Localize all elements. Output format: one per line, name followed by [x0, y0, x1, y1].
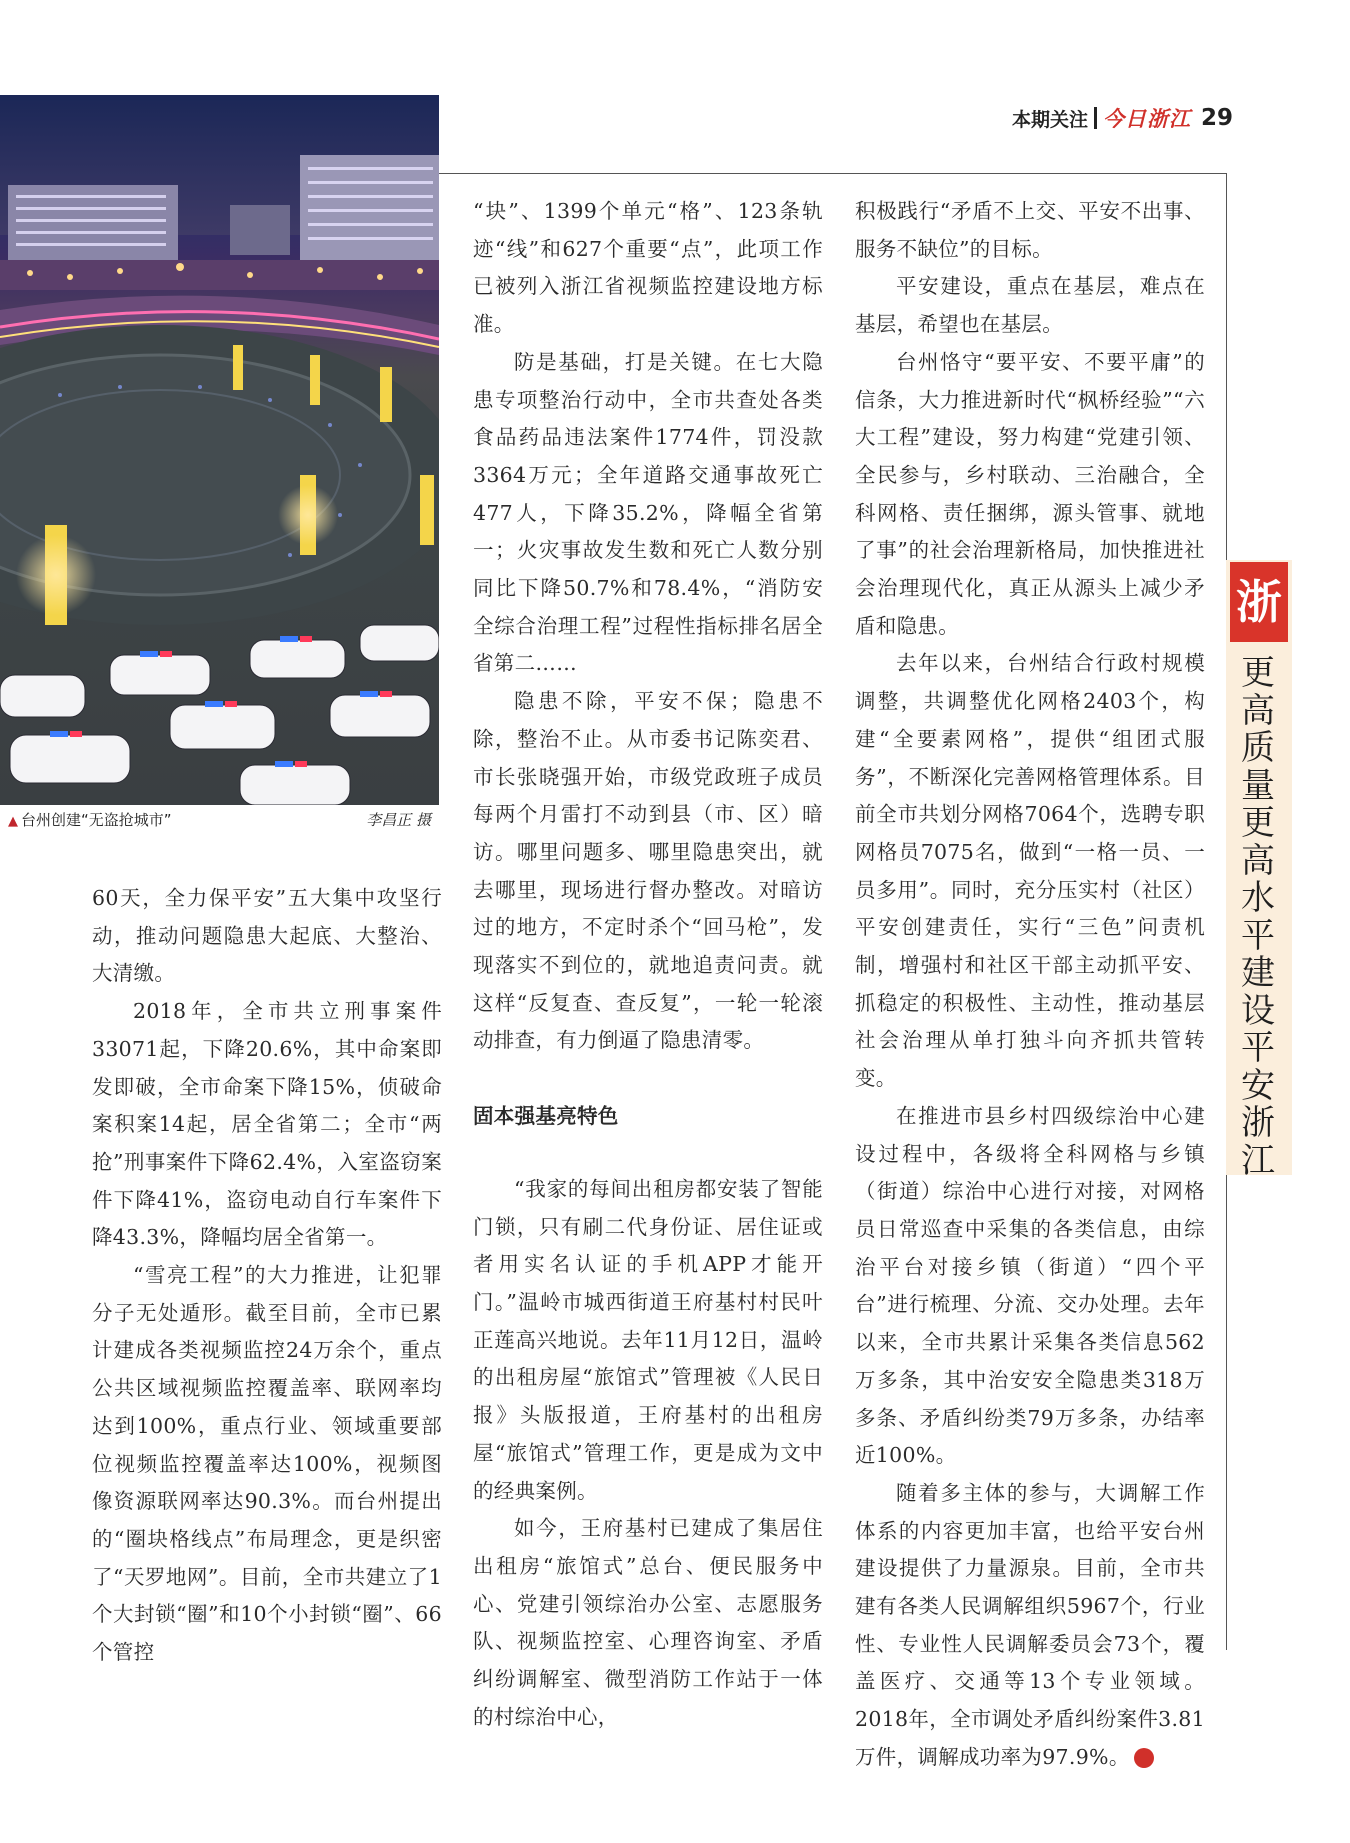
- paragraph-text: 随着多主体的参与，大调解工作体系的内容更加丰富，也给平安台州建设提供了力量源泉。目前，全市共建有各类人民调解组织5967个，行业性、专业性人民调解委员会73个，覆盖医疗、交通等13个专业领域。2018年，全市调处矛盾纠纷案件3.81万件，调解成功率为97.9%。: [855, 1480, 1205, 1769]
- paragraph: 台州恪守“要平安、不要平庸”的信条，大力推进新时代“枫桥经验”“六大工程”建设，努力构建“党建引领、全民参与，乡村联动、三治融合，全科网格、责任捆绑，源头管事、就地了事”的社会治理新格局，加快推进社会治理现代化，真正从源头上减少矛盾和隐患。: [855, 349, 1205, 638]
- photo-illustration: [0, 95, 439, 835]
- zhejiang-seal-logo: 浙: [1230, 562, 1288, 642]
- paragraph: 隐患不除，平安不保；隐患不除，整治不止。从市委书记陈奕君、市长张晓强开始，市级党政班子成员每两个月雷打不动到县（市、区）暗访。哪里问题多、哪里隐患突出，就去哪里，现场进行督办整改。对暗访过的地方，不定时杀个“回马枪”，发现落实不到位的，就地追责问责。就这样“反复查、查反复”，一轮一轮滚动排查，有力倒逼了隐患清零。: [473, 689, 823, 1053]
- page-header: [1012, 103, 1233, 133]
- paragraph: “雪亮工程”的大力推进，让犯罪分子无处遁形。截至目前，全市已累计建成各类视频监控24万余个，重点公共区域视频监控覆盖率、联网率均达到100%，重点行业、领域重要部位视频监控覆盖率达100%，视频图像资源联网率达90.3%。而台州提出的“圈块格线点”布局理念，更是织密了“天罗地网”。目前，全市共建立了1个大封锁“圈”和10个小封锁“圈”、66个管控: [92, 1263, 442, 1665]
- caption-marker-icon: ▲: [8, 814, 18, 829]
- paragraph-last: [855, 1475, 1205, 1777]
- paragraph: 2018年，全市共立刑事案件33071起，下降20.6%，其中命案即发即破，全市命案下降15%，侦破命案积案14起，居全省第二；全市“两抢”刑事案件下降62.4%，入室盗窃案件下降41%，盗窃电动自行车案件下降43.3%，降幅均居全省第一。: [92, 999, 442, 1250]
- text-column-3: [855, 193, 1205, 1777]
- photo-caption: [0, 805, 439, 835]
- paragraph: “块”、1399个单元“格”、123条轨迹“线”和627个重要“点”，此项工作已被列入浙江省视频监控建设地方标准。: [473, 199, 823, 337]
- paragraph: 在推进市县乡村四级综治中心建设过程中，各级将全科网格与乡镇（街道）综治中心进行对接，对网格员日常巡查中采集的各类信息，由综治平台对接乡镇（街道）“四个平台”进行梳理、分流、交办处理。去年以来，全市共累计采集各类信息562万多条，其中治安安全隐患类318万多条、矛盾纠纷类79万多条，办结率近100%。: [855, 1103, 1205, 1468]
- section-subheading: 固本强基亮特色: [473, 1104, 619, 1129]
- paragraph: 平安建设，重点在基层，难点在基层，希望也在基层。: [855, 274, 1205, 337]
- paragraph: 去年以来，台州结合行政村规模调整，共调整优化网格2403个，构建“全要素网格”，提供“组团式服务”，不断深化完善网格管理体系。目前全市共划分网格7064个，选聘专职网格员7075名，做到“一格一员、一员多用”。同时，充分压实村（社区）平安创建责任，实行“三色”问责机制，增强村和社区干部主动抓平安、抓稳定的积极性、主动性，推动基层社会治理从单打独斗向齐抓共管转变。: [855, 651, 1205, 1091]
- section-label: 本期关注: [1012, 108, 1089, 131]
- end-mark-icon: 今: [1134, 1748, 1154, 1768]
- frame-top-rule: [439, 173, 1226, 174]
- page-number: 29: [1201, 105, 1234, 131]
- paragraph: 如今，王府基村已建成了集居住出租房“旅馆式”总台、便民服务中心、党建引领综治办公室、志愿服务队、视频监控室、心理咨询室、矛盾纠纷调解室、微型消防工作站于一体的村综治中心，: [473, 1516, 823, 1729]
- magazine-logo: 今日浙江: [1103, 106, 1192, 131]
- paragraph: 积极践行“矛盾不上交、平安不出事、服务不缺位”的目标。: [855, 199, 1205, 261]
- paragraph: “我家的每间出租房都安装了智能门锁，只有刷二代身份证、居住证或者用实名认证的手机APP才能开门。”温岭市城西街道王府基村村民叶正莲高兴地说。去年11月12日，温岭的出租房屋“旅馆式”管理被《人民日报》头版报道，王府基村的出租房屋“旅馆式”管理工作，更是成为文中的经典案例。: [473, 1176, 823, 1503]
- series-title-vertical: 更高质量更高水平建设平安浙江: [1241, 653, 1275, 1181]
- night-plaza-photo: [0, 95, 439, 835]
- paragraph: 60天，全力保平安”五大集中攻坚行动，推动问题隐患大起底、大整治、大清缴。: [92, 886, 442, 986]
- paragraph: 防是基础，打是关键。在七大隐患专项整治行动中，全市共查处各类食品药品违法案件1774件，罚没款3364万元；全年道路交通事故死亡477人，下降35.2%，降幅全省第一；火灾事故发生数和死亡人数分别同比下降50.7%和78.4%，“消防安全综合治理工程”过程性指标排名居全省第二……: [473, 349, 823, 676]
- text-column-2: [473, 193, 823, 1736]
- text-column-1: [92, 880, 442, 1672]
- caption-text: 台州创建“无盗抢城市”: [21, 811, 172, 829]
- header-divider: [1094, 107, 1097, 129]
- photo-credit: 李昌正 摄: [366, 811, 431, 829]
